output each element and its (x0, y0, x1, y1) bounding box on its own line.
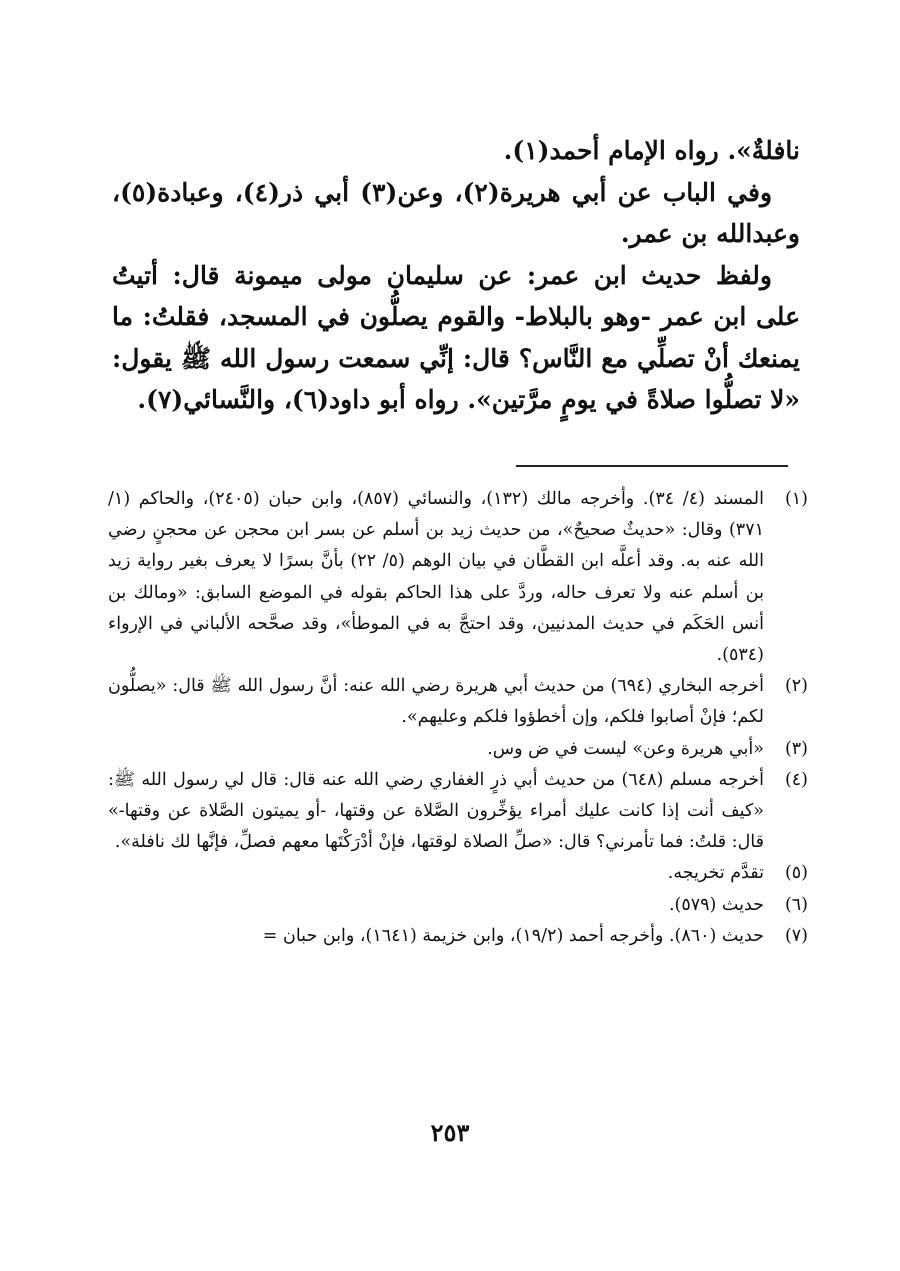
main-paragraph: وفي الباب عن أبي هريرة(٢)، وعن(٣) أبي ذر(٤)، وعبادة(٥)، وعبدالله بن عمر. (112, 177, 800, 248)
footnote-number: (٣) (784, 738, 808, 759)
main-paragraph: نافلةٌ». رواه الإمام أحمد(١). (503, 136, 800, 165)
footnote-text: «أبي هريرة وعن» ليست في ض وس. (487, 738, 764, 759)
footnote-number: (٤) (784, 769, 808, 790)
footnote-number: (٥) (784, 863, 808, 884)
footnote (108, 921, 808, 952)
page-number: ٢٥٣ (430, 1118, 470, 1147)
footnote (108, 858, 808, 889)
footnote-text: المسند (٤/ ٣٤). وأخرجه مالك (١٣٢)، والنسائي (٨٥٧)، وابن حبان (٢٤٠٥)، والحاكم (١/ ٣٧١) وقال: «حديثٌ صحيحٌ»، من حديث زيد بن أسلم عن بسر ابن محجن عن محجنٍ رضي الله عنه به. وقد أعلَّه ابن القطَّان في بيان الوهم (٥/ ٢٢) بأنَّ بسرًا لا يعرف بغير رواية زيد بن أسلم عنه ولا تعرف حاله، وردَّ على هذا الحاكم بقوله في الموضع السابق: «ومالك بن أنس الحَكَم في حديث المدنيين، وقد احتجَّ به في الموطأ»، وقد صحَّحه الألباني في الإرواء (٥٣٤). (108, 489, 765, 666)
footnote-number: (١) (784, 489, 808, 509)
main-text-block (112, 130, 800, 421)
footnote-number: (٢) (784, 676, 808, 697)
footnote-number: (٦) (784, 894, 808, 915)
main-paragraph: ولفظ حديث ابن عمر: عن سليمان مولى ميمونة قال: أتيتُ على ابن عمر -وهو بالبلاط- والقوم يصلُّون في المسجد، فقلتُ: ما يمنعك أنْ تصلِّي مع النَّاس؟ قال: إنِّي سمعت رسول الله ﷺ يقول: «لا تصلُّوا صلاةً في يومٍ مرَّتين». رواه أبو داود(٦)، والنَّسائي(٧). (112, 260, 800, 414)
footnote-text: حديث (٥٧٩). (668, 894, 764, 915)
footnote (108, 765, 808, 859)
footnote-text: تقدَّم تخريجه. (667, 863, 764, 884)
footnote (108, 484, 808, 671)
footnotes (108, 484, 808, 952)
footnote (108, 890, 808, 921)
footnote (108, 734, 808, 765)
footnote-text: أخرجه البخاري (٦٩٤) من حديث أبي هريرة رضي الله عنه: أنَّ رسول الله ﷺ قال: «يصلُّون لكم؛ فإنْ أصابوا فلكم، وإن أخطؤوا فلكم وعليهم». (108, 676, 764, 728)
footnote-divider (516, 465, 788, 467)
footnote-text: أخرجه مسلم (٦٤٨) من حديث أبي ذرٍ الغفاري رضي الله عنه قال: قال لي رسول الله ﷺ: «كيف أنت إذا كانت عليك أمراء يؤخِّرون الصَّلاة عن وقتها، -أو يميتون الصَّلاة عن وقتها-» قال: قلتُ: فما تأمرني؟ قال: «صلِّ الصلاة لوقتها، فإنْ أدْرَكْتَها معهم فصلِّ، فإنَّها لك نافلة». (108, 769, 764, 853)
footnote-number: (٧) (784, 925, 808, 946)
footnote-text: حديث (٨٦٠). وأخرجه أحمد (١٩/٢)، وابن خزيمة (١٦٤١)، وابن حبان = (262, 925, 764, 946)
footnote (108, 671, 808, 733)
